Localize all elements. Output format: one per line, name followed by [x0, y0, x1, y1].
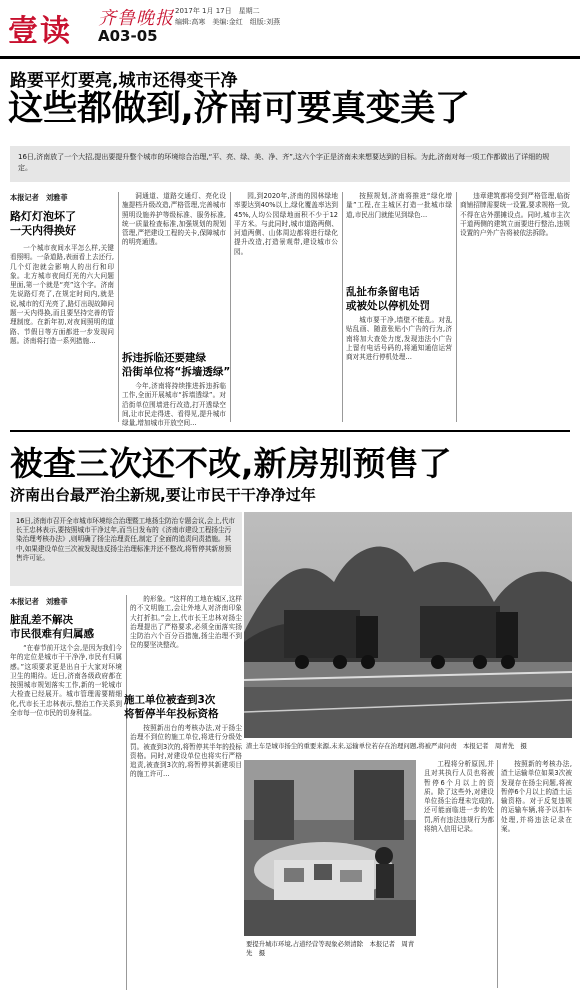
story1-subhead-3: 乱扯布条留电话 或被处以停机处罚 [346, 286, 430, 312]
story2-column-1-text: “在春节前开这个会,是因为我们今年的定位是城市干干净净,市民有归属感。”这项要求更是出自于大家对环境卫生的期待。近日,济南各级政府都在按照城市规划落实工作,新的一轮城市大检查已经展开。城市管理需要精细化,代市长王忠林表示,整治工作关系到全市每一位市民的切身利益。 [10, 644, 122, 718]
story2-column-3-text: 工程将分析原因,并且对其执行人员也将被暂停6个月以上的资质。除了这些外,对建设单位扬尘治理未完成的,还可能面临进一步的处罚,所有违法违规行为都将纳入信用记录。 [424, 760, 494, 834]
masthead-rule [0, 56, 580, 59]
story2-column-2b [130, 724, 242, 989]
column-divider [456, 192, 457, 422]
story1-lead-text: 16日,济南放了一个大招,提出要提升整个城市的环境综合治理,“平、亮、绿、美、净、齐”,这六个字正是济南未来想要达到的目标。为此,济南对每一项工作都做出了详细的规定。 [18, 153, 550, 172]
story1-column-2 [122, 192, 226, 352]
story1-column-4-text: 按照规划,济南将推进“绿化增量”工程,在主城区打造一批城市绿道,市民出门就能见到绿色… [346, 192, 452, 219]
story1-headline: 这些都做到,济南可要真变美了 [8, 89, 470, 129]
story2-column-2b-text: 按照新出台的考核办法,对于扬尘治理不到位的施工单位,将进行分级处罚。被查到3次的,将暂停其半年的投标资格。同时,对建设单位也将实行严格追责,被查到3次的,将暂停其新建项目的施工许可… [130, 724, 242, 779]
story2-lead-text: 16日,济南市召开全市城市环境综合治理暨工地扬尘防治专题会议,会上,代市长王忠林表示,要按照城市干净过年,而当日发布的《济南市建设工程扬尘污染治理考核办法》,则明确了扬尘治理责任,制定了全面的追责问责措施。其中,如果建设单位三次被发现违反扬尘治理标准并还不整改,将暂停其新房预售许可证。 [16, 517, 236, 562]
vendor-photo-image [244, 760, 416, 936]
column-divider [342, 192, 343, 422]
story2-column-2-text: 的形象。“这样的工地在城区,这样的不文明施工,会让外地人对济南印象大打折扣。”会上,代市长王忠林对扬尘治理提出了严格要求,必须全面落实扬尘防治六个百分百措施,扬尘治理不到位的要坚决整改。 [130, 595, 242, 650]
story1-column-2b [122, 382, 226, 428]
story1-reporter: 本报记者 刘雅菲 [10, 193, 68, 202]
story2-subtitle: 济南出台最严治尘新规,要让市民干干净净过年 [10, 486, 316, 504]
editor-credits: 编辑:高寒 美编:金红 组版:刘燕 [175, 18, 281, 26]
column-divider [118, 192, 119, 422]
story2-column-3 [424, 760, 494, 988]
story1-column-4 [346, 192, 452, 282]
masthead [0, 0, 580, 56]
truck-photo-caption: 渣土车是城市扬尘的重要来源,未来,运输单位若存在治理问题,将被严肃问责 本报记者 周青先 摄 [246, 742, 527, 750]
story1-kicker: 路要平灯要亮,城市还得变干净 [10, 71, 238, 91]
story1-column-4b-text: 城市要干净,墙壁不能乱。对乱贴乱画、随意张贴小广告的行为,济南将加大查处力度,发现违法小广告上留有电话号码的,将通知通信运营商对其进行停机处理… [346, 316, 452, 362]
story2-lead [10, 512, 242, 586]
story2-column-4-text: 按照新的考核办法,渣土运输单位如果3次被发现存在扬尘问题,将被暂停6个月以上的渣土运输资格。对于反复违规的运输车辆,将予以扣车处理,并将违法记录在案。 [501, 760, 572, 834]
section-divider [10, 430, 570, 432]
story1-subhead-2: 拆违拆临还要建绿 沿街单位将“拆墙透绿” [122, 352, 231, 378]
story1-column-2-text: 洞通道、道路交通灯、亮化设施提档升级改造,严格管理,完善城市照明设施养护等级标准、服务标准,统一质量检查标准,加强规划的规划管理,严把建设工程的关卡,保障城市的明亮通透。 [122, 192, 226, 247]
story2-reporter: 本报记者 刘雅菲 [10, 597, 68, 606]
story1-column-1 [10, 244, 114, 422]
story2-column-2 [130, 595, 242, 685]
story2-column-1 [10, 644, 122, 989]
story2-subhead-2: 施工单位被查到3次 将暂停半年投标资格 [124, 694, 219, 720]
story1-column-2b-text: 今年,济南将持续推进拆违拆临工作,全面开展城市“拆墙透绿”。对沿街单位围墙进行改造,打开透绿空间,让市民走得进、看得见,提升城市绿量,增加城市开放空间… [122, 382, 226, 428]
story1-column-5-text: 违章建筑都将受到严格管理,临街商铺招牌需要统一设置,要求规格一致,不得在店外摆摊设点。同时,城市主次干道两侧的建筑立面要进行整治,违规设置的户外广告将被依法拆除。 [460, 192, 570, 238]
column-divider [230, 192, 231, 422]
story1-lead [10, 146, 570, 182]
truck-photo [244, 512, 572, 738]
story1-column-5 [460, 192, 570, 422]
issue-date: 2017年 1月 17日 星期二 [175, 7, 260, 15]
story1-column-3 [234, 192, 338, 422]
story1-column-1-text: 一个城市夜间水平怎么样,关键看照明。一条道路,表面看上去还行,几个灯泡就会影响人的出行和印象。北方城市夜间灯光的六大问题里面,第一个就是“亮”这个字。济南先说路灯亮了,在规定时间内,就是说,城市的灯光亮了,路灯出现故障问题一天内得换,而且要坚持完善的管理制度。在新年初,对夜间照明的道路、节假日等方面都进一步发现问题。济南将打造一系列措施… [10, 244, 114, 345]
truck-photo-image [244, 512, 572, 738]
story2-headline: 被查三次还不改,新房别预售了 [10, 444, 452, 483]
column-divider [126, 595, 127, 990]
column-divider [497, 760, 498, 988]
story1-subhead-1: 路灯灯泡坏了 一天内得换好 [10, 210, 76, 237]
section-name: 壹读 [8, 14, 72, 49]
page-number: A03-05 [98, 27, 158, 45]
story2-subhead-1: 脏乱差不解决 市民很难有归属感 [10, 614, 94, 640]
story2-column-4 [501, 760, 572, 988]
story1-column-3-text: 园,到2020年,济南的园林绿地率要达到40%以上,绿化覆盖率达到45%,人均公园绿地面积不少于12平方米。与此同时,城市道路两侧、河道两侧、山体周边都将进行绿化提升改造,打造景观带,建设城市公园。 [234, 192, 338, 256]
newspaper-logo: 齐鲁晚报 [98, 8, 174, 29]
vendor-photo-caption: 要提升城市环境,占道经营等现象必须清除 本报记者 周青先 摄 [246, 940, 415, 957]
vendor-photo [244, 760, 416, 936]
story1-column-4b [346, 316, 452, 422]
